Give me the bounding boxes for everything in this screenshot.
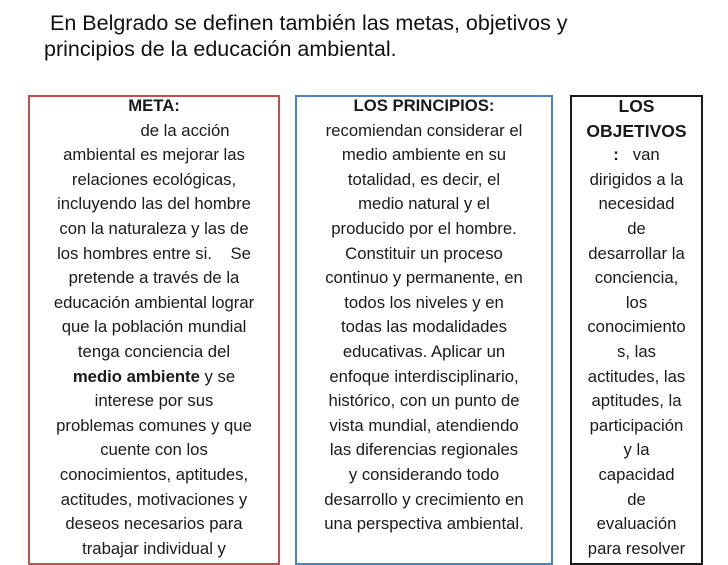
- objetivos-line: s, las: [617, 341, 656, 361]
- meta-line: interese por sus: [94, 391, 214, 411]
- objetivos-line: evaluación: [596, 514, 677, 534]
- objetivos-line: : van: [613, 145, 660, 165]
- principios-line: todos los niveles y en: [344, 292, 504, 312]
- principios-line: enfoque interdisciplinario,: [329, 366, 519, 386]
- slide-title: [44, 10, 684, 62]
- principios-line: todas las modalidades: [340, 317, 508, 337]
- meta-line: cuente con los: [100, 440, 208, 460]
- meta-text: [30, 94, 278, 561]
- objetivos-line: desarrollar la: [588, 243, 685, 263]
- objetivos-line: conocimiento: [587, 317, 686, 337]
- principios-line: recomiendan considerar el: [325, 120, 523, 140]
- meta-line: con la naturaleza y las de: [59, 218, 249, 238]
- objetivos-heading-1: LOS: [618, 96, 655, 116]
- meta-line: tenga conciencia del: [77, 341, 231, 361]
- objetivos-line: conciencia,: [594, 268, 679, 288]
- objetivos-heading-2: OBJETIVOS: [586, 120, 687, 141]
- objetivos-text: [571, 94, 702, 561]
- meta-line: que la población mundial: [61, 317, 247, 337]
- medio-ambiente-bold: medio ambiente: [72, 366, 200, 386]
- objetivos-line: dirigidos a la: [589, 169, 684, 189]
- meta-line: problemas comunes y que: [56, 415, 252, 435]
- objetivos-line: de: [627, 489, 646, 509]
- principios-line: vista mundial, atendiendo: [329, 415, 519, 435]
- principios-line: y considerando todo: [348, 464, 500, 484]
- principios-line: totalidad, es decir, el: [347, 169, 501, 189]
- objetivos-line: los: [625, 292, 648, 312]
- meta-line: ambiental es mejorar las: [63, 145, 245, 165]
- meta-line: deseos necesarios para: [65, 514, 243, 534]
- principios-text: [297, 94, 551, 537]
- principios-line: producido por el hombre.: [331, 218, 517, 238]
- meta-line: educación ambiental lograr: [53, 292, 255, 312]
- principios-line: desarrollo y crecimiento en: [324, 489, 524, 509]
- objetivos-line: aptitudes, la: [591, 391, 682, 411]
- principios-line: medio natural y el: [358, 194, 490, 214]
- objetivos-line: actitudes, las: [587, 366, 686, 386]
- objetivos-heading-colon: :: [613, 145, 619, 165]
- objetivos-line: necesidad: [598, 194, 675, 214]
- objetivos-line: para resolver: [587, 538, 686, 558]
- objetivos-line: y la: [623, 440, 650, 460]
- meta-line: conocimientos, aptitudes,: [59, 464, 249, 484]
- meta-line: los hombres entre si. Se: [57, 243, 251, 263]
- meta-line: actitudes, motivaciones y: [60, 489, 248, 509]
- principios-line: Constituir un proceso: [345, 243, 503, 263]
- title-line-2: principios de la educación ambiental.: [44, 37, 397, 61]
- principios-heading: LOS PRINCIPIOS:: [353, 96, 495, 115]
- principios-line: continuo y permanente, en: [325, 268, 523, 288]
- principios-line: las diferencias regionales: [329, 440, 519, 460]
- title-line-1: En Belgrado se definen también las metas, objetivos y: [50, 11, 568, 35]
- meta-line: incluyendo las del hombre: [57, 194, 251, 214]
- meta-line: pretende a través de la: [68, 268, 240, 288]
- principios-line: educativas. Aplicar un: [342, 341, 506, 361]
- principios-line: una perspectiva ambiental.: [324, 514, 524, 534]
- meta-line: de la acción: [140, 120, 230, 140]
- principios-line: histórico, con un punto de: [328, 391, 520, 411]
- objetivos-line: capacidad: [598, 464, 675, 484]
- meta-line: medio ambiente y se: [72, 366, 236, 386]
- meta-line: trabajar individual y: [82, 538, 226, 558]
- meta-heading: META:: [128, 96, 180, 115]
- objetivos-line: de: [627, 218, 646, 238]
- principios-line: medio ambiente en su: [341, 145, 507, 165]
- meta-line: relaciones ecológicas,: [71, 169, 237, 189]
- objetivos-line: participación: [589, 415, 684, 435]
